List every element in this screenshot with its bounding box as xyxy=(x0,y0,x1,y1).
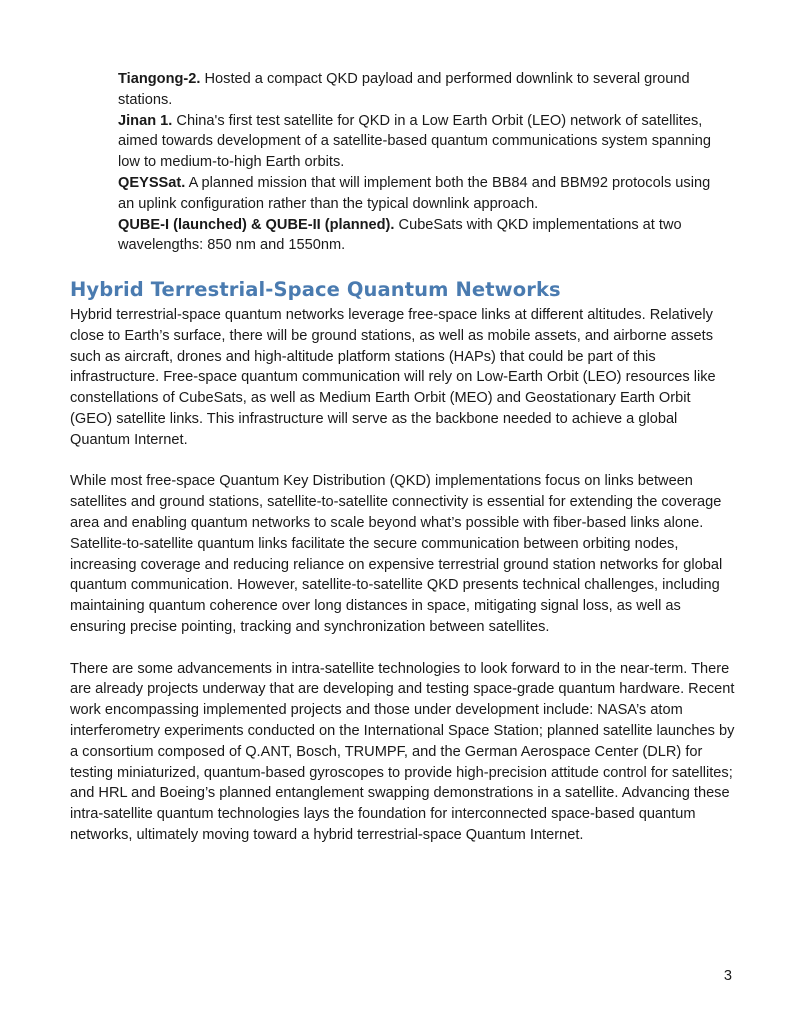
satellite-description: CubeSats with QKD implementations at two wavelengths: 850 nm and 1550nm. xyxy=(118,216,682,254)
satellite-name: Jinan 1. xyxy=(118,112,173,129)
satellite-description: China's first test satellite for QKD in a Low Earth Orbit (LEO) network of satellites, aimed towards development of a satellite-based quantum communications system spanning low to medium-to-high Earth orbits. xyxy=(118,112,711,171)
satellite-name: Tiangong-2. xyxy=(118,71,201,87)
satellite-mission-list xyxy=(118,69,728,256)
satellite-description: A planned mission that will implement both the BB84 and BBM92 protocols using an uplink configuration rather than the typical downlink approach. xyxy=(118,174,711,212)
satellite-description: Hosted a compact QKD payload and performed downlink to several ground stations. xyxy=(118,71,690,108)
satellite-item-qube xyxy=(118,215,728,257)
body-paragraph-2: While most free-space Quantum Key Distribution (QKD) implementations focus on links between satellites and ground stations, satellite-to-satellite connectivity is essential for extending the coverage area and enabling quantum networks to scale beyond what’s possible with fiber-based links alone. Satellite-to-satellite quantum links facilitate the secure communication between orbiting nodes, increasing coverage and reducing reliance on expensive terrestrial ground station networks for global quantum communication. However, satellite-to-satellite QKD presents technical challenges, including maintaining quantum coherence over long distances in space, mitigating signal loss, as well as ensuring precise pointing, tracking and synchronization between satellites. xyxy=(70,473,723,635)
section-body xyxy=(70,305,735,867)
body-paragraph-3: There are some advancements in intra-satellite technologies to look forward to in the near-term. There are already projects underway that are developing and testing space-grade quantum hardware. Recent work encompassing implemented projects and those under development include: NASA’s atom interferometry experiments conducted on the International Space Station; planned satellite launches by a consortium composed of Q.ANT, Bosch, TRUMPF, and the German Aerospace Center (DLR) for testing miniaturized, quantum-based gyroscopes to provide high-precision attitude control for satellites; and HRL and Boeing’s planned entanglement swapping demonstrations in a satellite. Advancing these intra-satellite quantum technologies lays the foundation for interconnected space-based quantum networks, ultimately moving toward a hybrid terrestrial-space Quantum Internet. xyxy=(70,660,735,843)
satellite-item-tiangong-2 xyxy=(118,69,728,111)
satellite-item-qeyssat xyxy=(118,173,728,215)
section-heading: Hybrid Terrestrial-Space Quantum Networks xyxy=(70,278,561,301)
satellite-name: QEYSSat. xyxy=(118,174,186,191)
page-number: 3 xyxy=(723,968,732,984)
body-paragraph-1: Hybrid terrestrial-space quantum networks leverage free-space links at different altitudes. Relatively close to Earth’s surface, there will be ground stations, as well as mobile assets, and airborne assets such as aircraft, drones and high-altitude platform stations (HAPs) that could be part of this infrastructure. Free-space quantum communication will rely on Low-Earth Orbit (LEO) resources like constellations of CubeSats, as well as Medium Earth Orbit (MEO) and Geostationary Earth Orbit (GEO) satellite links. This infrastructure will serve as the backbone needed to achieve a global Quantum Internet. xyxy=(70,307,716,448)
satellite-name: QUBE-I (launched) & QUBE-II (planned). xyxy=(118,216,395,233)
satellite-item-jinan-1 xyxy=(118,111,728,173)
